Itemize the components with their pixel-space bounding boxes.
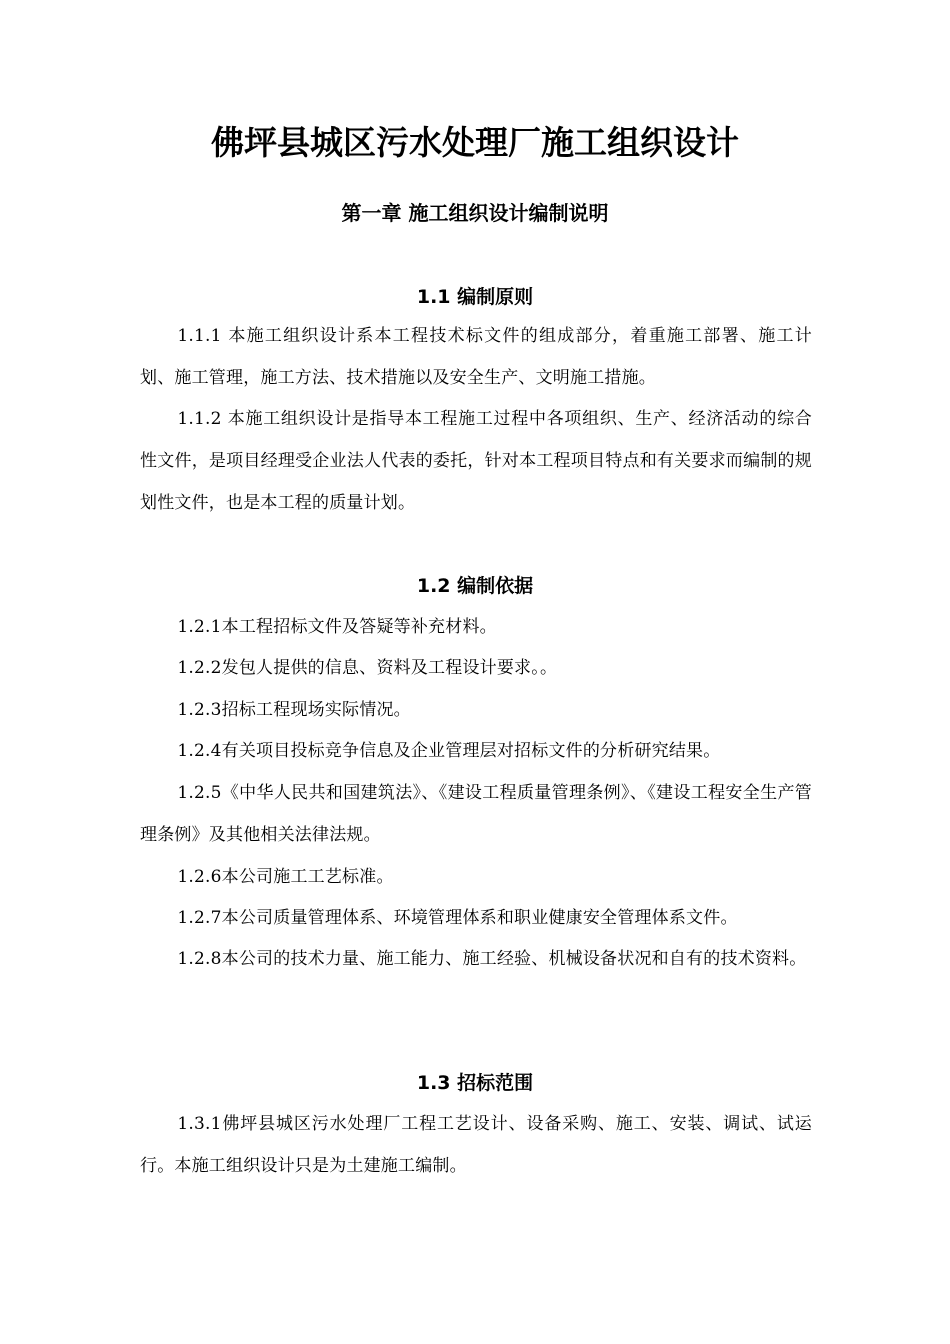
document-title: 佛坪县城区污水处理厂施工组织设计 (211, 123, 739, 162)
section-heading-1-1: 1.1 编制原则 (416, 286, 534, 308)
paragraph-1-1-1: 1.1.1 本施工组织设计系本工程技术标文件的组成部分，着重施工部署、施工计划、施工管理，施工方法、技术措施以及安全生产、文明施工措施。 (140, 326, 812, 388)
paragraph-1-2-4: 1.2.4有关项目投标竞争信息及企业管理层对招标文件的分析研究结果。 (177, 741, 721, 761)
paragraph-1-2-1: 1.2.1本工程招标文件及答疑等补充材料。 (177, 617, 497, 637)
paragraph-1-2-5: 1.2.5《中华人民共和国建筑法》、《建设工程质量管理条例》、《建设工程安全生产管理条例》及其他相关法律法规。 (140, 783, 812, 845)
paragraph-1-3-1: 1.3.1佛坪县城区污水处理厂工程工艺设计、设备采购、施工、安装、调试、试运行。本施工组织设计只是为土建施工编制。 (140, 1114, 812, 1176)
section-heading-1-3: 1.3 招标范围 (416, 1072, 534, 1094)
paragraph-1-2-7: 1.2.7本公司质量管理体系、环境管理体系和职业健康安全管理体系文件。 (177, 908, 738, 928)
paragraph-1-2-2: 1.2.2发包人提供的信息、资料及工程设计要求。。 (177, 658, 558, 678)
paragraph-1-2-3: 1.2.3招标工程现场实际情况。 (177, 700, 411, 720)
section-heading-1-2: 1.2 编制依据 (416, 575, 534, 597)
paragraph-1-1-2: 1.1.2 本施工组织设计是指导本工程施工过程中各项组织、生产、经济活动的综合性文件，是项目经理受企业法人代表的委托，针对本工程项目特点和有关要求而编制的规划性文件，也是本工程的质量计划。 (140, 409, 812, 513)
chapter-title: 第一章 施工组织设计编制说明 (341, 201, 609, 225)
paragraph-1-2-8: 1.2.8本公司的技术力量、施工能力、施工经验、机械设备状况和自有的技术资料。 (177, 949, 807, 969)
paragraph-1-2-6: 1.2.6本公司施工工艺标准。 (177, 867, 394, 887)
